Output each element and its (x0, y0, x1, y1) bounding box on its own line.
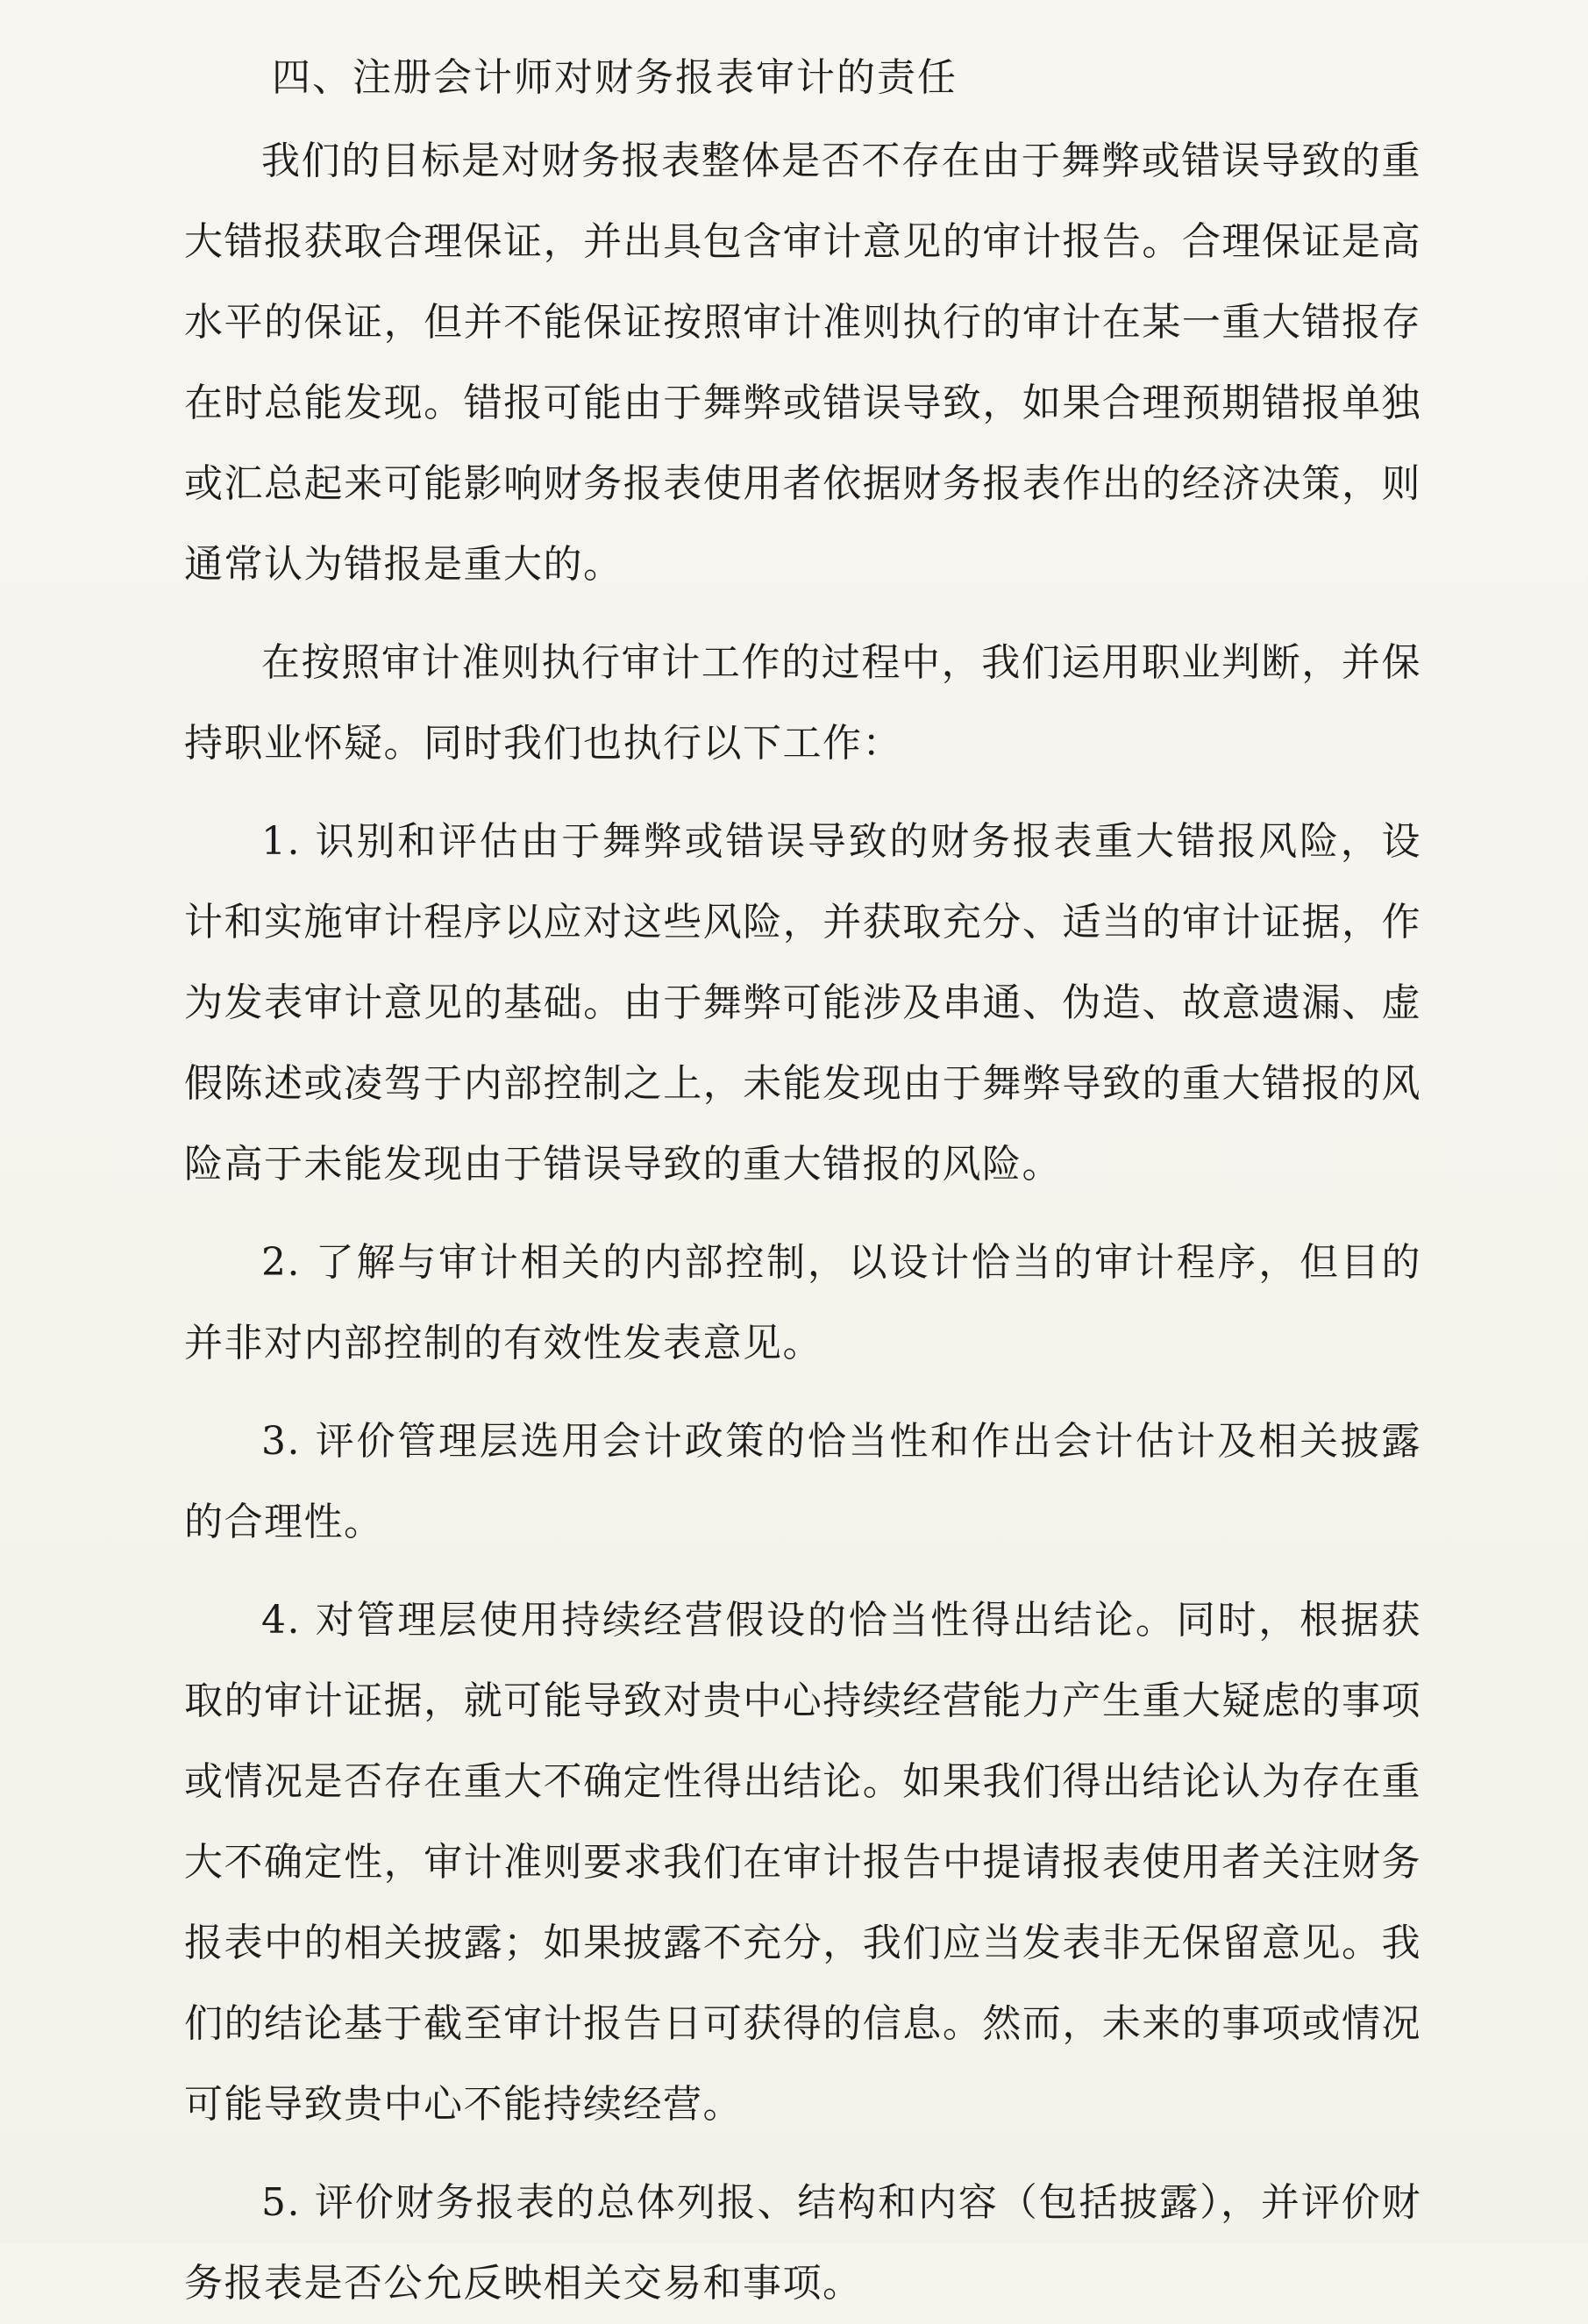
section-heading: 四、注册会计师对财务报表审计的责任 (272, 55, 958, 100)
paragraph-item-5: 5. 评价财务报表的总体列报、结构和内容（包括披露），并评价财务报表是否公允反映相关交易和事项。 (184, 2180, 1421, 2306)
paragraph-item-2: 2. 了解与审计相关的内部控制，以设计恰当的审计程序，但目的并非对内部控制的有效性发表意见。 (184, 1240, 1421, 1365)
paragraph-item-4: 4. 对管理层使用持续经营假设的恰当性得出结论。同时，根据获取的审计证据，就可能导致对贵中心持续经营能力产生重大疑虑的事项或情况是否存在重大不确定性得出结论。如果我们得出结论认为存在重大不确定性，审计准则要求我们在审计报告中提请报表使用者关注财务报表中的相关披露；如果披露不充分，我们应当发表非无保留意见。我们的结论基于截至审计报告日可获得的信息。然而，未来的事项或情况可能导致贵中心不能持续经营。 (184, 1598, 1421, 2127)
paragraph-item-3: 3. 评价管理层选用会计政策的恰当性和作出会计估计及相关披露的合理性。 (184, 1419, 1421, 1544)
paragraph-professional-judgment: 在按照审计准则执行审计工作的过程中，我们运用职业判断，并保持职业怀疑。同时我们也执行以下工作： (184, 640, 1421, 766)
paragraph-item-1: 1. 识别和评估由于舞弊或错误导致的财务报表重大错报风险，设计和实施审计程序以应对这些风险，并获取充分、适当的审计证据，作为发表审计意见的基础。由于舞弊可能涉及串通、伪造、故意遗漏、虚假陈述或凌驾于内部控制之上，未能发现由于舞弊导致的重大错报的风险高于未能发现由于错误导致的重大错报的风险。 (184, 819, 1421, 1187)
paragraph-objective: 我们的目标是对财务报表整体是否不存在由于舞弊或错误导致的重大错报获取合理保证，并出具包含审计意见的审计报告。合理保证是高水平的保证，但并不能保证按照审计准则执行的审计在某一重大错报存在时总能发现。错报可能由于舞弊或错误导致，如果合理预期错报单独或汇总起来可能影响财务报表使用者依据财务报表作出的经济决策，则通常认为错报是重大的。 (184, 139, 1421, 587)
